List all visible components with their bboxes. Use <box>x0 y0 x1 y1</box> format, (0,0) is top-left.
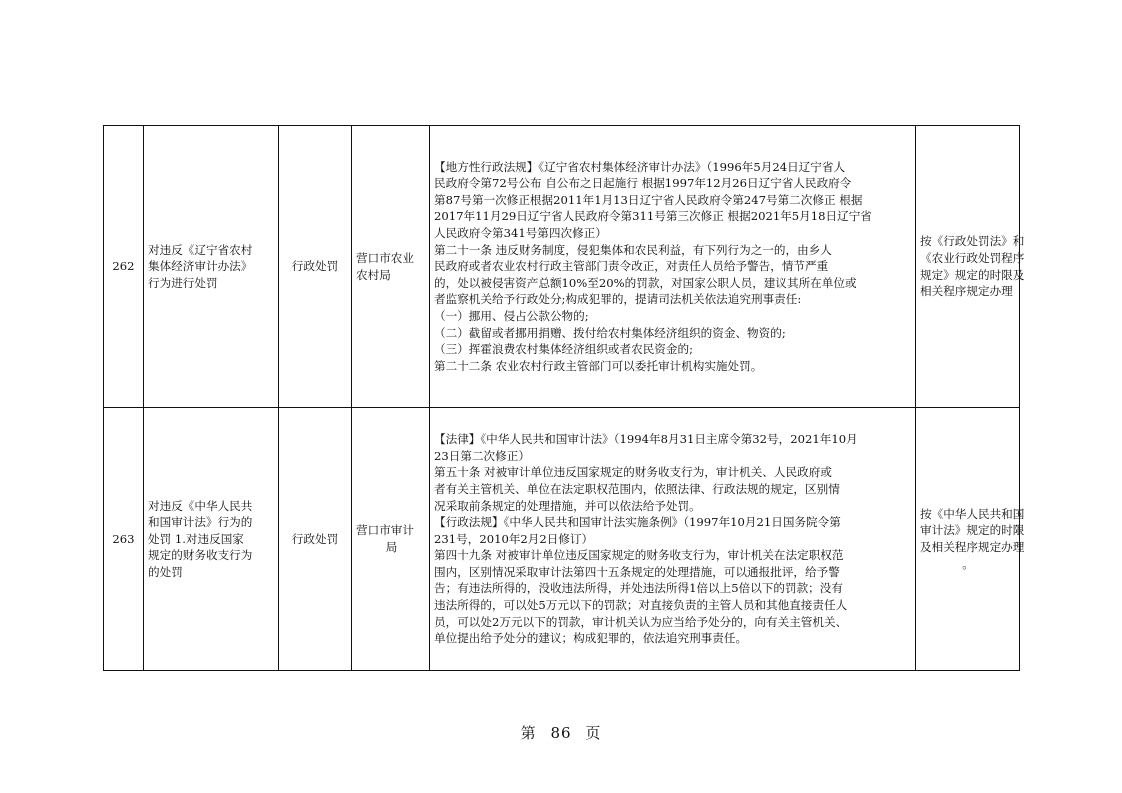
row-id-cell: 263 <box>104 408 144 671</box>
item-name-line: 处罚 1.对违反国家 <box>148 531 244 546</box>
power-type-cell: 行政处罚 <box>279 408 352 671</box>
page-suffix: 页 <box>585 724 602 742</box>
legal-basis-line: 人民政府令第341号第四次修正） <box>434 226 607 241</box>
legal-basis-line: 民政府令第72号公布 自公布之日起施行 根据1997年12月26日辽宁省人民政府令 <box>434 176 852 191</box>
item-name-line: 规定的财务收支行为 <box>148 548 253 563</box>
legal-basis-line: 围内，区别情况采取审计法第四十五条规定的处理措施，可以通报批评，给予警 <box>434 564 840 579</box>
agency-cell <box>352 126 430 408</box>
procedure-note-line: 按《行政处罚法》和 <box>920 234 1025 249</box>
legal-basis-line: 违法所得的，可以处5万元以下的罚款；对直接负责的主管人员和其他直接责任人 <box>434 598 848 613</box>
page-number: 86 <box>550 724 572 742</box>
table-row <box>104 408 1020 671</box>
legal-basis-line: 第五十条 对被审计单位违反国家规定的财务收支行为，审计机关、人民政府或 <box>434 465 832 480</box>
item-name-cell <box>144 126 279 408</box>
legal-basis-line: 第四十九条 对被审计单位违反国家规定的财务收支行为，审计机关在法定职权范 <box>434 548 844 563</box>
procedure-note-cell <box>916 408 1025 671</box>
legal-basis-line: 单位提出给予处分的建议；构成犯罪的，依法追究刑事责任。 <box>434 631 748 646</box>
legal-basis-line: 第二十二条 农业农村行政主管部门可以委托审计机构实施处罚。 <box>434 358 763 373</box>
legal-basis-line: 告；有违法所得的，没收违法所得，并处违法所得1倍以上5倍以下的罚款；没有 <box>434 581 843 596</box>
legal-basis-line: 况采取前条规定的处理措施，并可以依法给予处罚。 <box>434 498 701 513</box>
legal-basis-line: 者有关主管机关、单位在法定职权范围内，依照法律、行政法规的规定，区别情 <box>434 481 840 496</box>
legal-basis-line: 【法律】《中华人民共和国审计法》（1994年8月31日主席令第32号，2021年10月 <box>434 432 858 447</box>
procedure-note-line: 《农业行政处罚程序 <box>920 250 1025 265</box>
legal-basis-line: 2017年11月29日辽宁省人民政府令第311号第三次修正 根据2021年5月18日辽宁省 <box>434 209 872 224</box>
power-type-cell: 行政处罚 <box>279 126 352 408</box>
procedure-note-line: 相关程序规定办理 <box>920 284 1013 299</box>
legal-basis-line: （二）截留或者挪用捐赠、拨付给农村集体经济组织的资金、物资的; <box>434 325 786 340</box>
procedure-note-cell <box>916 126 1025 408</box>
legal-basis-cell <box>430 126 916 408</box>
punishment-table <box>103 125 1025 671</box>
legal-basis-line: 的，处以被侵害资产总额10%至20%的罚款，对国家公职人员，建议其所在单位或 <box>434 275 857 290</box>
row-id-cell: 262 <box>104 126 144 408</box>
agency-line: 局 <box>385 540 398 554</box>
legal-basis-line: 第87号第一次修正根据2011年1月13日辽宁省人民政府令第247号第二次修正 根据 <box>434 192 863 207</box>
legal-basis-line: 23日第二次修正） <box>434 448 530 463</box>
legal-basis-line: 【行政法规】《中华人民共和国审计法实施条例》（1997年10月21日国务院令第 <box>434 515 841 530</box>
table-row <box>104 126 1020 408</box>
procedure-note-line: 。 <box>962 556 974 571</box>
item-name-cell <box>144 408 279 671</box>
page-number-footer <box>0 722 1122 743</box>
procedure-note-line: 按《中华人民共和国 <box>920 506 1025 521</box>
legal-basis-line: 民政府或者农业农村行政主管部门责令改正，对责任人员给予警告，情节严重 <box>434 259 829 274</box>
legal-basis-line: 第二十一条 违反财务制度，侵犯集体和农民利益，有下列行为之一的，由乡人 <box>434 242 832 257</box>
legal-basis-line: 【地方性行政法规】《辽宁省农村集体经济审计办法》（1996年5月24日辽宁省人 <box>434 159 846 174</box>
item-name-line: 行为进行处罚 <box>148 275 218 290</box>
legal-basis-line: （三）挥霍浪费农村集体经济组织或者农民资金的; <box>434 342 693 357</box>
agency-line: 营口市农业 <box>356 250 414 265</box>
procedure-note-line: 规定》规定的时限及 <box>920 267 1025 282</box>
item-name-line: 对违反《辽宁省农村 <box>148 242 253 257</box>
legal-basis-line: 员，可以处2万元以下的罚款，审计机关认为应当给予处分的，向有关主管机关、 <box>434 614 848 629</box>
item-name-line: 和国审计法》行为的 <box>148 515 253 530</box>
item-name-line: 集体经济审计办法》 <box>148 259 253 274</box>
page-prefix: 第 <box>520 724 537 742</box>
procedure-note-line: 审计法》规定的时限 <box>920 523 1025 538</box>
agency-cell <box>352 408 430 671</box>
legal-basis-line: 231号，2010年2月2日修订） <box>434 531 594 546</box>
legal-basis-line: 者监察机关给予行政处分;构成犯罪的，提请司法机关依法追究刑事责任: <box>434 292 802 307</box>
item-name-line: 的处罚 <box>148 564 183 579</box>
agency-line: 农村局 <box>356 267 391 282</box>
legal-basis-line: （一）挪用、侵占公款公物的; <box>434 308 589 323</box>
procedure-note-line: 及相关程序规定办理 <box>920 540 1025 554</box>
agency-line: 营口市审计 <box>356 523 414 538</box>
item-name-line: 对违反《中华人民共 <box>148 498 253 513</box>
legal-basis-cell <box>430 408 916 671</box>
